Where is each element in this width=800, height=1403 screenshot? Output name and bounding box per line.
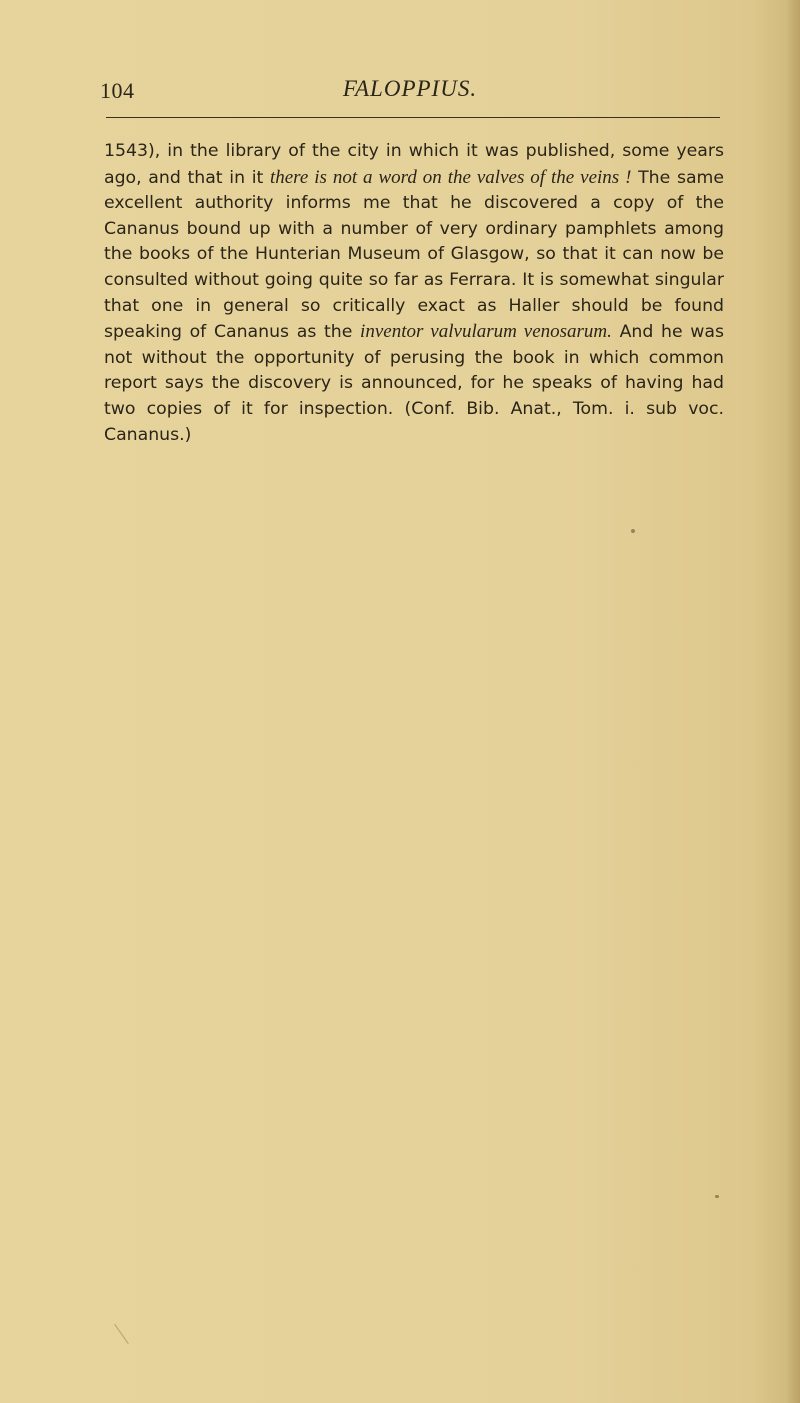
body-text-part-3: And he was not without the opportunity of perusing the book in which common report says the discovery is announced, for he speaks of having had two copies of it for inspection. (Conf. Bib. Anat., Tom. i. sub voc. Cananus.) — [104, 322, 724, 445]
header-rule — [106, 117, 720, 118]
page-header — [100, 74, 720, 108]
body-italic-phrase-1: there is not a word on the valves of the veins ! — [269, 166, 632, 188]
body-text-part-2: The same excellent authority informs me that he discovered a copy of the Cananus bound up with a number of very ordinary pamphlets among the books of the Hunterian Museum of Glasgow, so that it can now be consulted without going quite so far as Ferrara. It is somewhat singular that one in general so critically exact as Haller should be found speaking of Cananus as the — [104, 167, 725, 343]
page-number: 104 — [100, 78, 135, 103]
body-text-part-1: 1543), in the library of the city in which it was published, some years ago, and that in it — [104, 141, 724, 188]
paper-speck — [631, 529, 635, 533]
body-italic-phrase-2: inventor valvularum venosarum. — [360, 321, 612, 343]
body-paragraph — [104, 139, 724, 448]
running-title: FALOPPIUS. — [342, 76, 478, 101]
paper-speck — [114, 1324, 129, 1344]
paper-speck — [715, 1195, 719, 1198]
page-edge-shadow — [786, 0, 800, 1403]
